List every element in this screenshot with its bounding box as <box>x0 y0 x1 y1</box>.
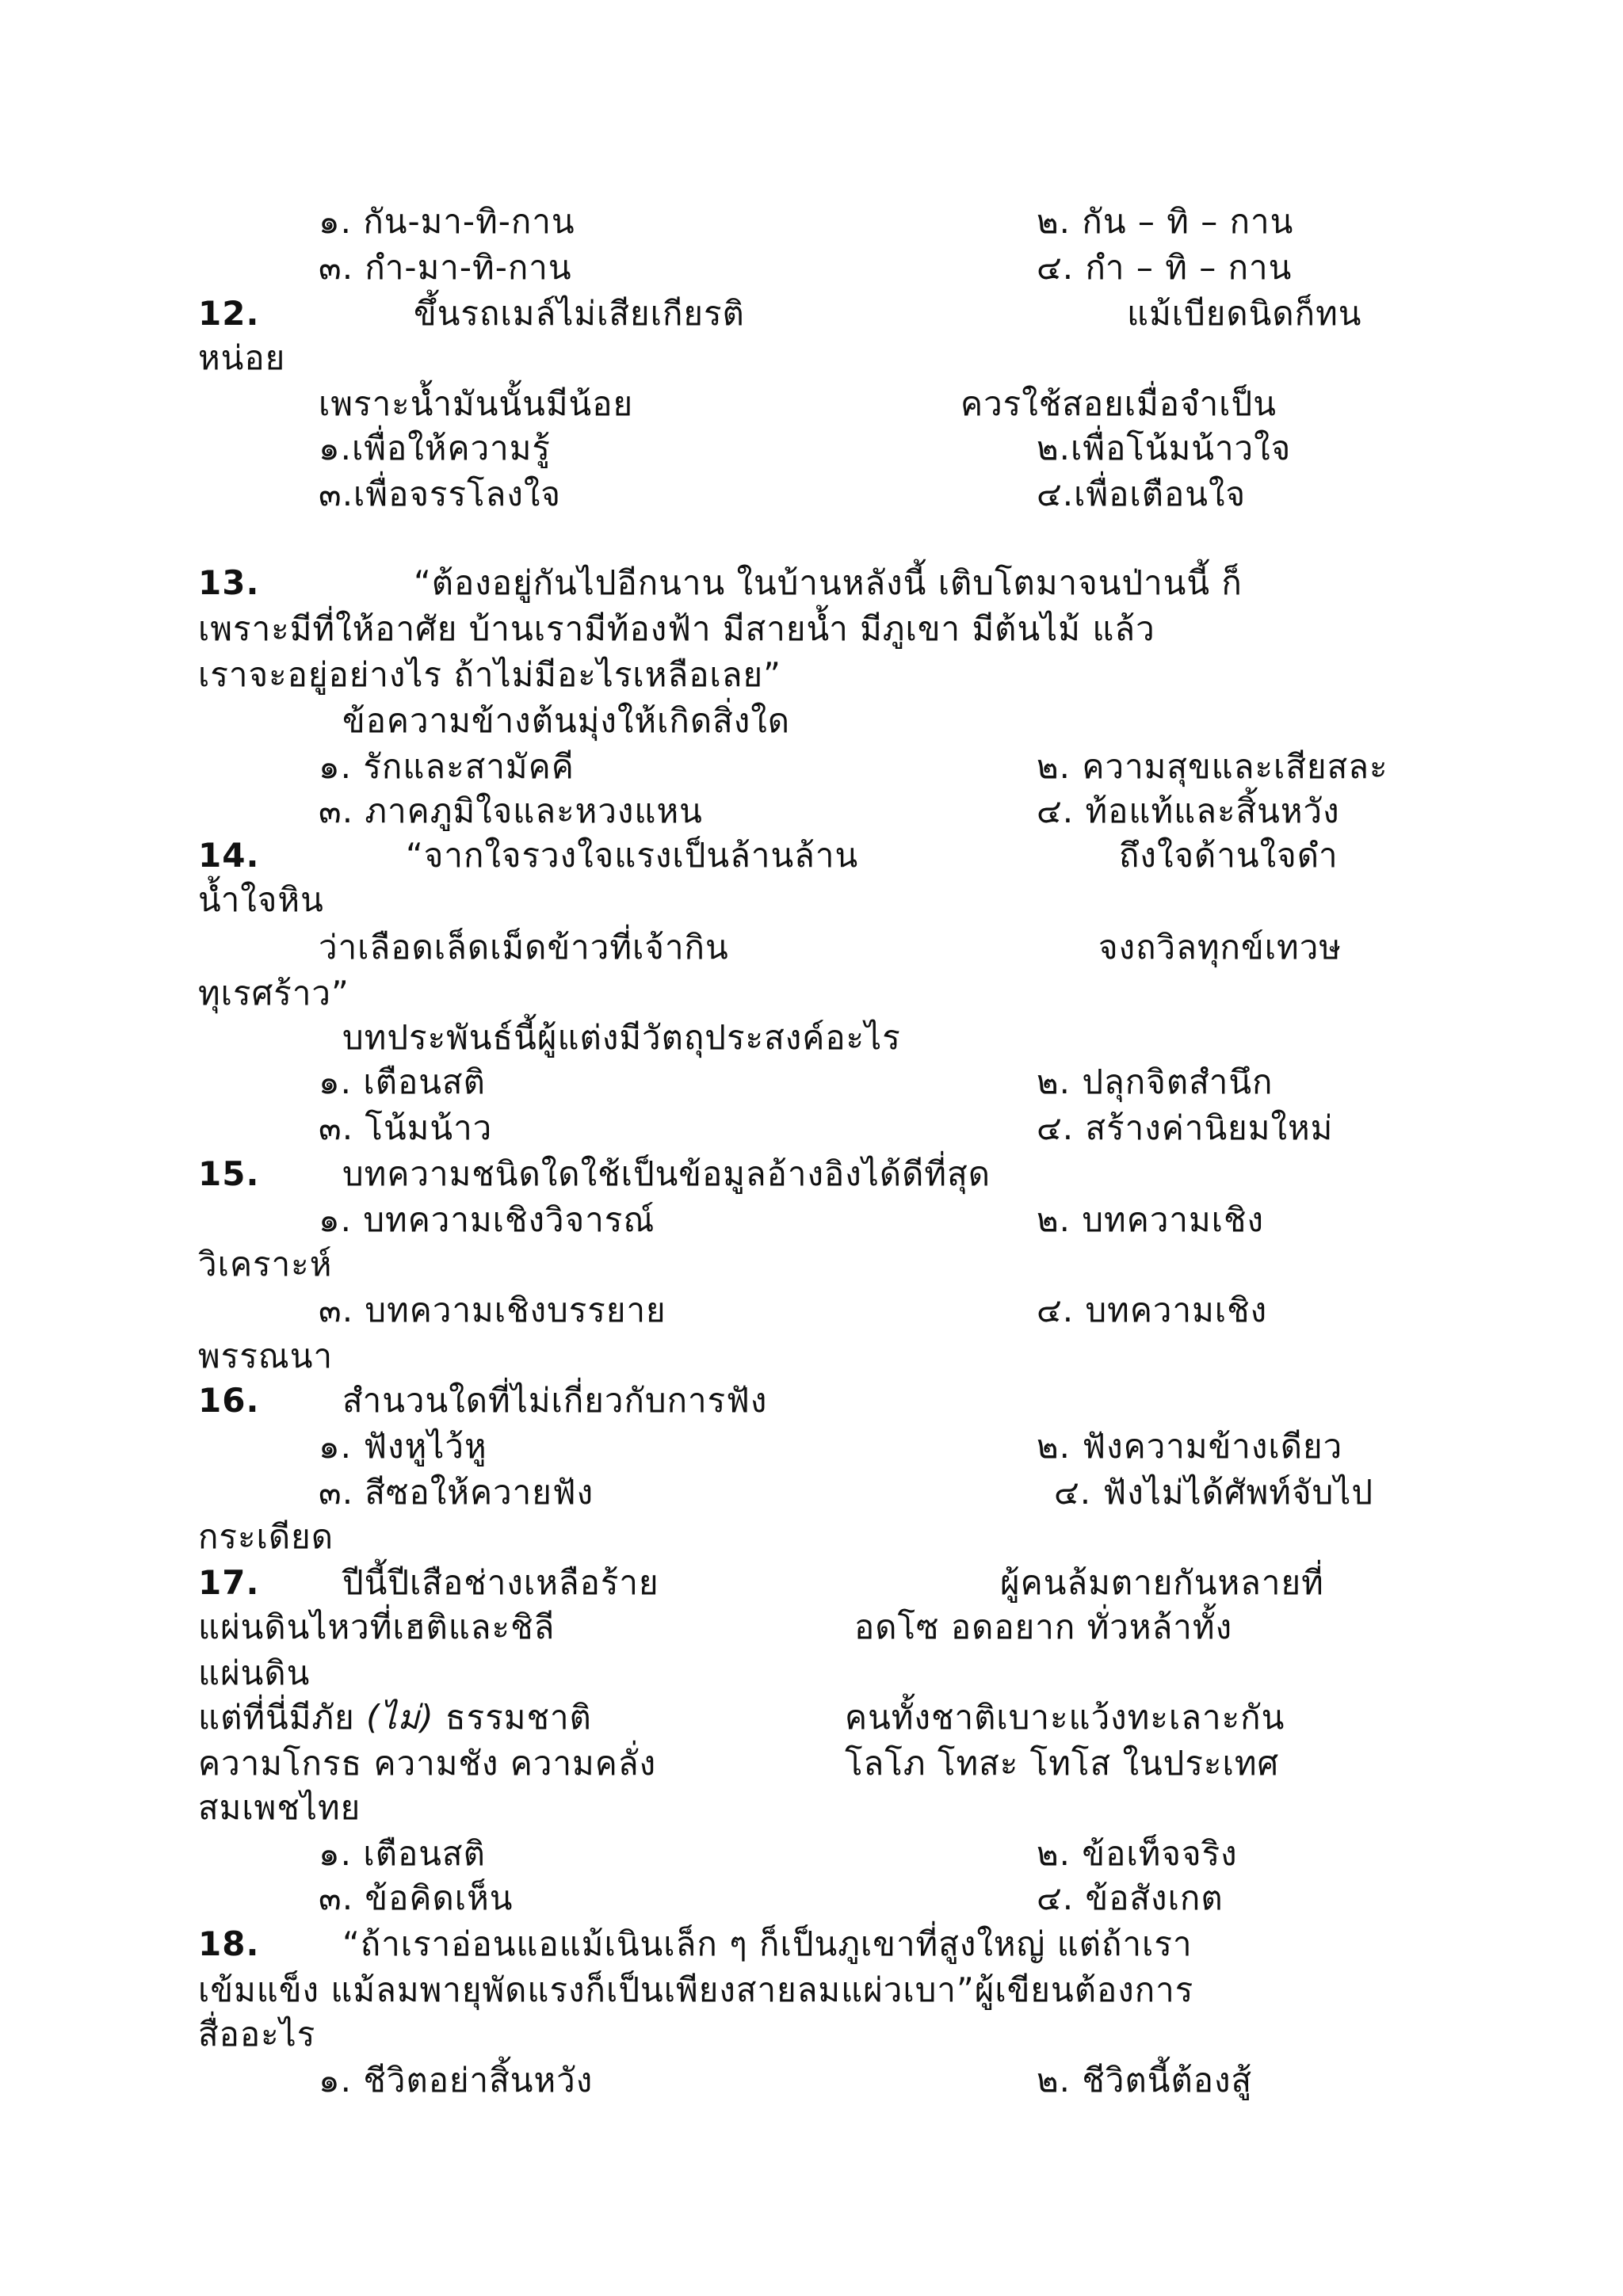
q12-line-1b: แม้เบียดนิดก็ทน <box>1127 294 1362 333</box>
q16-question: สำนวนใดที่ไม่เกี่ยวกับการฟัง <box>342 1381 768 1420</box>
q18-choice-1: ๑. ชีวิตอย่าสิ้นหวัง <box>319 2061 594 2100</box>
q14-choice-2: ๒. ปลุกจิตสำนึก <box>1037 1062 1274 1101</box>
q18-line-3: สื่ออะไร <box>198 2015 316 2054</box>
q17-line-4a-emphasis: (ไม่) <box>366 1698 434 1737</box>
q13-line-3: เราจะอยู่อย่างไร ถ้าไม่มีอะไรเหลือเลย” <box>198 655 781 694</box>
q13-question: ข้อความข้างต้นมุ่งให้เกิดสิ่งใด <box>342 701 791 740</box>
q12-line-2: หน่อย <box>198 338 286 377</box>
q15-choice-4-cont: พรรณนา <box>198 1337 334 1375</box>
q15-number: 15. <box>198 1154 260 1193</box>
q18-line-2: เข้มแข็ง แม้ลมพายุพัดแรงก็เป็นเพียงสายลมแผ่วเบา”ผู้เขียนต้องการ <box>198 1970 1194 2009</box>
q13-line-2: เพราะมีที่ให้อาศัย บ้านเรามีท้องฟ้า มีสายน้ำ มีภูเขา มีต้นไม้ แล้ว <box>198 609 1155 648</box>
q17-line-2b: อดโซ อดอยาก ทั่วหล้าทั้ง <box>854 1608 1233 1646</box>
q17-line-4b: คนทั้งชาติเบาะแว้งทะเลาะกัน <box>845 1698 1285 1737</box>
q14-line-2: น้ำใจหิน <box>198 880 324 919</box>
q13-number: 13. <box>198 563 260 602</box>
q17-choice-1: ๑. เตือนสติ <box>319 1834 486 1873</box>
q14-question: บทประพันธ์นี้ผู้แต่งมีวัตถุประสงค์อะไร <box>342 1018 901 1057</box>
q17-line-5a: ความโกรธ ความชัง ความคลั่ง <box>198 1744 657 1783</box>
q14-choice-1: ๑. เตือนสติ <box>319 1062 486 1101</box>
q12-choice-1: ๑.เพื่อให้ความรู้ <box>319 429 551 467</box>
q15-choice-3: ๓. บทความเชิงบรรยาย <box>319 1291 666 1329</box>
q12-line-3a: เพราะน้ำมันนั้นมีน้อย <box>319 384 634 423</box>
q14-line-4: ทุเรศร้าว” <box>198 974 349 1013</box>
q13-line-1: “ต้องอยู่กันไปอีกนาน ในบ้านหลังนี้ เติบโตมาจนป่านนี้ ก็ <box>414 563 1243 602</box>
q15-choice-2-cont: วิเคราะห์ <box>198 1245 333 1283</box>
q12-number: 12. <box>198 294 260 333</box>
q13-choice-1: ๑. รักและสามัคคี <box>319 747 575 786</box>
q11-choice-4: ๔. กำ – ทิ – กาน <box>1037 248 1293 287</box>
q15-question: บทความชนิดใดใช้เป็นข้อมูลอ้างอิงได้ดีที่สุด <box>342 1154 991 1193</box>
q16-choice-2: ๒. ฟังความข้างเดียว <box>1037 1427 1343 1466</box>
q13-choice-4: ๔. ท้อแท้และสิ้นหวัง <box>1037 791 1340 830</box>
q18-line-1: “ถ้าเราอ่อนแอแม้เนินเล็ก ๆ ก็เป็นภูเขาที่สูงใหญ่ แต่ถ้าเรา <box>342 1924 1193 1963</box>
q14-line-3b: จงถวิลทุกข์เทวษ <box>1098 928 1342 967</box>
q16-choice-4: ๔. ฟังไม่ได้ศัพท์จับไป <box>1054 1473 1374 1512</box>
q14-choice-4: ๔. สร้างค่านิยมใหม่ <box>1037 1108 1334 1147</box>
q15-choice-1: ๑. บทความเชิงวิจารณ์ <box>319 1200 655 1239</box>
q12-choice-4: ๔.เพื่อเตือนใจ <box>1037 475 1247 513</box>
q14-line-1b: ถึงใจด้านใจดำ <box>1119 836 1338 875</box>
q12-choice-3: ๓.เพื่อจรรโลงใจ <box>319 475 561 513</box>
q17-choice-3: ๓. ข้อคิดเห็น <box>319 1878 514 1917</box>
q18-number: 18. <box>198 1924 260 1963</box>
q18-choice-2: ๒. ชีวิตนี้ต้องสู้ <box>1037 2061 1253 2100</box>
q14-number: 14. <box>198 836 260 875</box>
q12-line-1a: ขึ้นรถเมล์ไม่เสียเกียรติ <box>414 294 745 333</box>
q17-line-6: สมเพชไทย <box>198 1788 361 1827</box>
q17-line-5b: โลโภ โทสะ โทโส ในประเทศ <box>845 1744 1280 1783</box>
q14-choice-3: ๓. โน้มน้าว <box>319 1108 493 1147</box>
q16-number: 16. <box>198 1381 260 1420</box>
q15-choice-2: ๒. บทความเชิง <box>1037 1200 1265 1239</box>
q16-choice-4-cont: กระเดียด <box>198 1517 334 1556</box>
q14-line-1a: “จากใจรวงใจแรงเป็นล้านล้าน <box>406 836 859 875</box>
q11-choice-2: ๒. กัน – ทิ – กาน <box>1037 202 1294 241</box>
q12-choice-2: ๒.เพื่อโน้มน้าวใจ <box>1037 429 1292 467</box>
q17-line-4a-text: แต่ที่นี่มีภัย <box>198 1698 367 1737</box>
q15-choice-4: ๔. บทความเชิง <box>1037 1291 1268 1329</box>
q17-line-1a: ปีนี้ปีเสือช่างเหลือร้าย <box>342 1563 659 1602</box>
q12-line-3b: ควรใช้สอยเมื่อจำเป็น <box>960 384 1277 423</box>
q17-line-4a-text-2: ธรรมชาติ <box>433 1698 592 1737</box>
q11-choice-1: ๑. กัน-มา-ทิ-กาน <box>319 202 575 241</box>
q13-choice-3: ๓. ภาคภูมิใจและหวงแหน <box>319 791 703 830</box>
q16-choice-3: ๓. สีซอให้ควายฟัง <box>319 1473 594 1512</box>
q13-choice-2: ๒. ความสุขและเสียสละ <box>1037 747 1388 786</box>
q11-choice-3: ๓. กำ-มา-ทิ-กาน <box>319 248 572 287</box>
q14-line-3a: ว่าเลือดเล็ดเม็ดข้าวที่เจ้ากิน <box>319 928 729 967</box>
q17-line-4a <box>198 1699 592 1737</box>
q17-number: 17. <box>198 1563 260 1602</box>
q17-choice-2: ๒. ข้อเท็จจริง <box>1037 1834 1238 1873</box>
q16-choice-1: ๑. ฟังหูไว้หู <box>319 1427 487 1466</box>
q17-line-3: แผ่นดิน <box>198 1653 311 1692</box>
q17-choice-4: ๔. ข้อสังเกต <box>1037 1878 1224 1917</box>
q17-line-1b: ผู้คนล้มตายกันหลายที่ <box>1000 1563 1324 1602</box>
q17-line-2a: แผ่นดินไหวที่เฮติและชิลี <box>198 1608 556 1646</box>
